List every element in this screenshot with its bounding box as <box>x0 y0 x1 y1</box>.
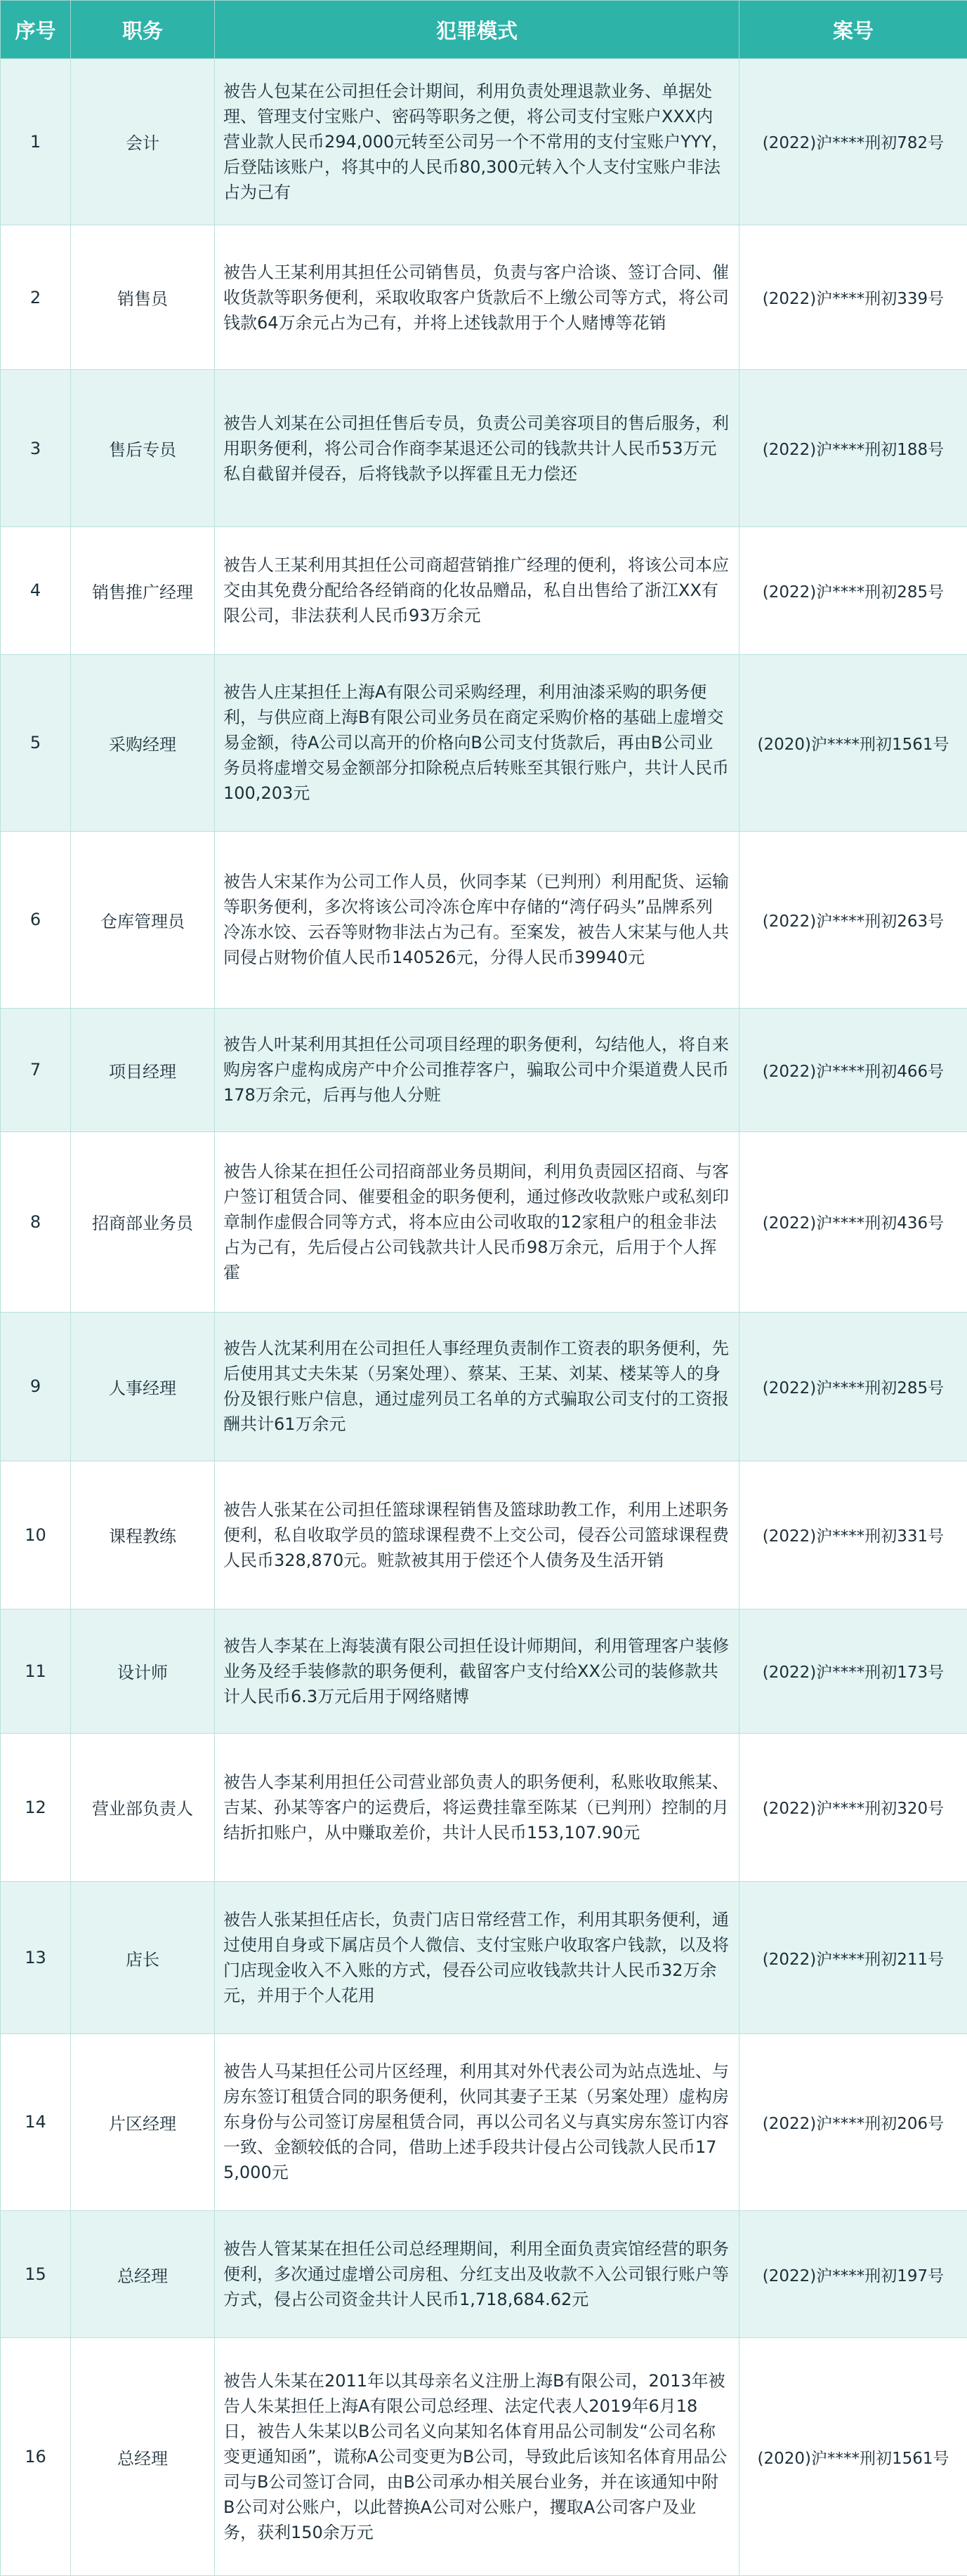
cell-seq: 2 <box>1 225 71 370</box>
table-row <box>1 1882 967 2034</box>
cell-position: 设计师 <box>71 1609 215 1733</box>
cell-case-no: (2022)沪****刑初320号 <box>739 1733 967 1882</box>
cell-crime-mode: 被告人叶某利用其担任公司项目经理的职务便利，勾结他人，将自来购房客户虚构成房产中介公司推荐客户，骗取公司中介渠道费人民币178万余元，后再与他人分赃 <box>215 1008 739 1131</box>
cell-position: 项目经理 <box>71 1008 215 1131</box>
cell-seq: 16 <box>1 2338 71 2576</box>
cell-seq: 3 <box>1 370 71 527</box>
cell-seq: 11 <box>1 1609 71 1733</box>
cell-seq: 5 <box>1 654 71 831</box>
table-row <box>1 1609 967 1733</box>
cell-seq: 7 <box>1 1008 71 1131</box>
cell-seq: 4 <box>1 527 71 654</box>
cell-seq: 1 <box>1 59 71 225</box>
table-row <box>1 370 967 527</box>
cell-position: 采购经理 <box>71 654 215 831</box>
cell-position: 人事经理 <box>71 1312 215 1461</box>
table-header <box>1 1 967 59</box>
table-row <box>1 1008 967 1131</box>
cell-position: 销售推广经理 <box>71 527 215 654</box>
cell-position: 招商部业务员 <box>71 1131 215 1312</box>
cell-case-no: (2022)沪****刑初466号 <box>739 1008 967 1131</box>
table-row <box>1 831 967 1008</box>
table-body <box>1 59 967 2576</box>
cell-position: 销售员 <box>71 225 215 370</box>
cell-crime-mode: 被告人李某利用担任公司营业部负责人的职务便利，私账收取熊某、吉某、孙某等客户的运费后，将运费挂靠至陈某（已判刑）控制的月结折扣账户，从中赚取差价，共计人民币153,107.90元 <box>215 1733 739 1882</box>
cell-crime-mode: 被告人王某利用其担任公司销售员，负责与客户洽谈、签订合同、催收货款等职务便利，采取收取客户货款后不上缴公司等方式，将公司钱款64万余元占为己有，并将上述钱款用于个人赌博等花销 <box>215 225 739 370</box>
cell-position: 会计 <box>71 59 215 225</box>
cell-crime-mode: 被告人徐某在担任公司招商部业务员期间，利用负责园区招商、与客户签订租赁合同、催要租金的职务便利，通过修改收款账户或私刻印章制作虚假合同等方式，将本应由公司收取的12家租户的租金非法占为己有，先后侵占公司钱款共计人民币98万余元，后用于个人挥霍 <box>215 1131 739 1312</box>
table-row <box>1 527 967 654</box>
cell-case-no: (2022)沪****刑初263号 <box>739 831 967 1008</box>
table-row <box>1 654 967 831</box>
cell-crime-mode: 被告人王某利用其担任公司商超营销推广经理的便利，将该公司本应交由其免费分配给各经销商的化妆品赠品，私自出售给了浙江XX有限公司，非法获利人民币93万余元 <box>215 527 739 654</box>
cell-case-no: (2022)沪****刑初188号 <box>739 370 967 527</box>
header-row <box>1 1 967 59</box>
table-row <box>1 2338 967 2576</box>
cell-position: 店长 <box>71 1882 215 2034</box>
cell-case-no: (2020)沪****刑初1561号 <box>739 654 967 831</box>
cell-position: 片区经理 <box>71 2033 215 2210</box>
cell-position: 仓库管理员 <box>71 831 215 1008</box>
cell-position: 营业部负责人 <box>71 1733 215 1882</box>
cell-seq: 15 <box>1 2210 71 2337</box>
cell-seq: 10 <box>1 1461 71 1609</box>
cell-case-no: (2022)沪****刑初436号 <box>739 1131 967 1312</box>
cell-crime-mode: 被告人李某在上海装潢有限公司担任设计师期间，利用管理客户装修业务及经手装修款的职务便利，截留客户支付给XX公司的装修款共计人民币6.3万元后用于网络赌博 <box>215 1609 739 1733</box>
cell-position: 总经理 <box>71 2338 215 2576</box>
cell-seq: 13 <box>1 1882 71 2034</box>
table-row <box>1 225 967 370</box>
table-row <box>1 59 967 225</box>
header-crime-mode: 犯罪模式 <box>215 1 739 59</box>
table-row <box>1 1733 967 1882</box>
cell-crime-mode: 被告人包某在公司担任会计期间，利用负责处理退款业务、单据处理、管理支付宝账户、密码等职务之便，将公司支付宝账户XXX内营业款人民币294,000元转至公司另一个不常用的支付宝账户YYY，后登陆该账户，将其中的人民币80,300元转入个人支付宝账户非法占为己有 <box>215 59 739 225</box>
cell-position: 课程教练 <box>71 1461 215 1609</box>
cell-seq: 9 <box>1 1312 71 1461</box>
cell-crime-mode: 被告人宋某作为公司工作人员，伙同李某（已判刑）利用配货、运输等职务便利，多次将该公司冷冻仓库中存储的“湾仔码头”品牌系列冷冻水饺、云吞等财物非法占为己有。至案发，被告人宋某与他人共同侵占财物价值人民币140526元，分得人民币39940元 <box>215 831 739 1008</box>
cell-case-no: (2022)沪****刑初197号 <box>739 2210 967 2337</box>
cell-seq: 6 <box>1 831 71 1008</box>
cell-position: 售后专员 <box>71 370 215 527</box>
table-row <box>1 1461 967 1609</box>
cell-case-no: (2022)沪****刑初782号 <box>739 59 967 225</box>
cell-crime-mode: 被告人张某担任店长，负责门店日常经营工作，利用其职务便利，通过使用自身或下属店员个人微信、支付宝账户收取客户钱款，以及将门店现金收入不入账的方式，侵吞公司应收钱款共计人民币32万余元，并用于个人花用 <box>215 1882 739 2034</box>
cell-crime-mode: 被告人刘某在公司担任售后专员，负责公司美容项目的售后服务，利用职务便利，将公司合作商李某退还公司的钱款共计人民币53万元私自截留并侵吞，后将钱款予以挥霍且无力偿还 <box>215 370 739 527</box>
cell-case-no: (2022)沪****刑初285号 <box>739 1312 967 1461</box>
header-case-no: 案号 <box>739 1 967 59</box>
header-position: 职务 <box>71 1 215 59</box>
cell-seq: 12 <box>1 1733 71 1882</box>
cell-crime-mode: 被告人张某在公司担任篮球课程销售及篮球助教工作，利用上述职务便利，私自收取学员的篮球课程费不上交公司，侵吞公司篮球课程费人民币328,870元。赃款被其用于偿还个人债务及生活开销 <box>215 1461 739 1609</box>
cell-case-no: (2022)沪****刑初206号 <box>739 2033 967 2210</box>
cell-case-no: (2020)沪****刑初1561号 <box>739 2338 967 2576</box>
table-row <box>1 1131 967 1312</box>
table-row <box>1 2210 967 2337</box>
cell-crime-mode: 被告人马某担任公司片区经理，利用其对外代表公司为站点选址、与房东签订租赁合同的职务便利，伙同其妻子王某（另案处理）虚构房东身份与公司签订房屋租赁合同，再以公司名义与真实房东签订内容一致、金额较低的合同，借助上述手段共计侵占公司钱款人民币175,000元 <box>215 2033 739 2210</box>
header-seq: 序号 <box>1 1 71 59</box>
cell-crime-mode: 被告人管某某在担任公司总经理期间，利用全面负责宾馆经营的职务便利，多次通过虚增公司房租、分红支出及收款不入公司银行账户等方式，侵占公司资金共计人民币1,718,684.62元 <box>215 2210 739 2337</box>
table-row <box>1 2033 967 2210</box>
cell-crime-mode: 被告人朱某在2011年以其母亲名义注册上海B有限公司，2013年被告人朱某担任上海A有限公司总经理、法定代表人2019年6月18日，被告人朱某以B公司名义向某知名体育用品公司制发“公司名称变更通知函”，谎称A公司变更为B公司，导致此后该知名体育用品公司与B公司签订合同，由B公司承办相关展台业务，并在该通知中附B公司对公账户，以此替换A公司对公账户，攫取A公司客户及业务，获利150余万元 <box>215 2338 739 2576</box>
cell-position: 总经理 <box>71 2210 215 2337</box>
cell-crime-mode: 被告人沈某利用在公司担任人事经理负责制作工资表的职务便利，先后使用其丈夫朱某（另案处理）、蔡某、王某、刘某、楼某等人的身份及银行账户信息，通过虚列员工名单的方式骗取公司支付的工资报酬共计61万余元 <box>215 1312 739 1461</box>
cell-seq: 8 <box>1 1131 71 1312</box>
cell-case-no: (2022)沪****刑初339号 <box>739 225 967 370</box>
cell-case-no: (2022)沪****刑初285号 <box>739 527 967 654</box>
cell-case-no: (2022)沪****刑初331号 <box>739 1461 967 1609</box>
cell-seq: 14 <box>1 2033 71 2210</box>
cell-case-no: (2022)沪****刑初211号 <box>739 1882 967 2034</box>
table-row <box>1 1312 967 1461</box>
cell-case-no: (2022)沪****刑初173号 <box>739 1609 967 1733</box>
cell-crime-mode: 被告人庄某担任上海A有限公司采购经理，利用油漆采购的职务便利，与供应商上海B有限公司业务员在商定采购价格的基础上虚增交易金额，待A公司以高开的价格向B公司支付货款后，再由B公司业务员将虚增交易金额部分扣除税点后转账至其银行账户，共计人民币100,203元 <box>215 654 739 831</box>
